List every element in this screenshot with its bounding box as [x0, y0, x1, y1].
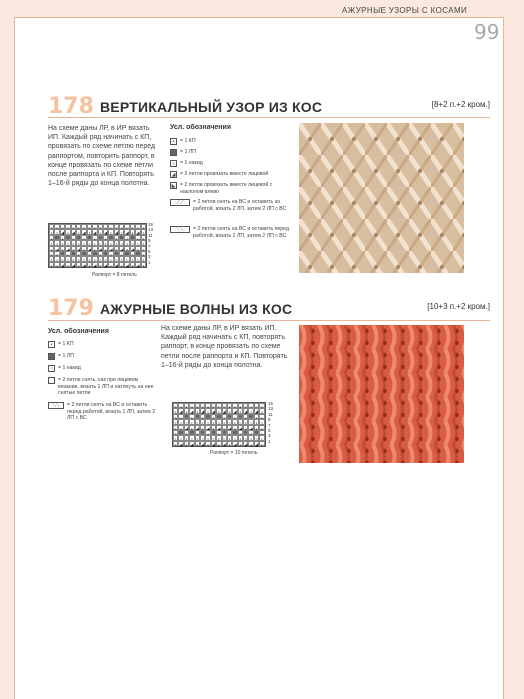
chart-cell: ◢	[190, 441, 194, 447]
chart-cell: •	[142, 251, 145, 257]
chart-cell: •	[245, 414, 247, 420]
chart-cell: •	[67, 262, 69, 268]
chart-cell: ○	[201, 436, 204, 442]
chart-cell: •	[245, 425, 247, 431]
pattern-178-row-numbers: 15 13 11 9 7 5 3 1	[148, 222, 154, 265]
chart-cell: ◢	[238, 425, 242, 431]
chart-cell: •	[104, 235, 107, 241]
chart-cell: •	[174, 436, 177, 442]
chart-cell: •	[261, 409, 263, 415]
chart-cell: ○	[201, 404, 204, 409]
chart-cell: ◢	[179, 441, 183, 447]
chart-cell: •	[228, 441, 231, 447]
chart-cell: ○	[244, 404, 247, 409]
chart-cell: •	[121, 225, 123, 230]
chart-cell: •	[88, 257, 91, 263]
chart-cell: •	[50, 257, 53, 263]
chart-cell: •	[255, 425, 258, 431]
chart-cell: •	[207, 430, 209, 436]
chart-cell: •	[212, 414, 215, 420]
chart-cell: •	[196, 430, 198, 436]
chart-cell: •	[239, 430, 242, 436]
cable-front-symbol-icon: ⟍⟍	[170, 226, 190, 233]
chart-cell: •	[196, 409, 198, 415]
chart-cell: •	[110, 225, 112, 230]
chart-cell: •	[212, 420, 215, 426]
chart-cell: •	[174, 409, 177, 415]
chart-cell: ◢	[244, 409, 248, 415]
chart-cell: ◢	[244, 441, 248, 447]
chart-cell: ◢	[82, 262, 86, 268]
chart-cell: •	[185, 409, 188, 415]
chart-cell: •	[50, 262, 53, 268]
pattern-179-chart-repeat: Раппорт = 10 петель	[210, 450, 258, 456]
chart-cell: •	[61, 246, 64, 252]
chart-cell: ◢	[71, 262, 75, 268]
cable-lace-photo	[299, 123, 464, 273]
chart-cell: ○	[190, 404, 194, 409]
pattern-178-legend-cable-back: ⟋⟋ = 2 петли снять на ВС и оставить за работой, вязать 2 ЛП, затем 2 ЛП с ВС	[170, 199, 298, 212]
chart-cell: •	[137, 235, 139, 241]
chart-cell: ○	[212, 436, 215, 442]
chart-cell: •	[131, 230, 134, 236]
chart-cell: ○	[61, 225, 64, 230]
chart-cell: •	[137, 246, 139, 252]
chart-cell: •	[261, 425, 263, 431]
chart-cell: •	[185, 436, 188, 442]
chart-cell: •	[56, 230, 58, 236]
chart-cell: ◢	[71, 230, 75, 236]
pattern-178-photo	[299, 123, 464, 273]
chart-cell: ○	[233, 436, 237, 442]
ssk-symbol-icon: ◣	[171, 183, 176, 189]
chart-cell: •	[250, 409, 252, 415]
chart-cell: ◢	[136, 230, 140, 236]
chart-cell: ○	[239, 420, 242, 426]
chart-cell: •	[115, 235, 118, 241]
chart-cell: ◢	[82, 230, 86, 236]
chart-cell: •	[250, 436, 252, 442]
chart-cell: ○	[55, 241, 59, 247]
chart-cell: ◢	[55, 246, 59, 252]
chart-cell: •	[72, 246, 74, 252]
pattern-178-number: 178	[48, 94, 94, 119]
chart-cell: •	[180, 420, 182, 426]
chart-cell: ◢	[114, 230, 118, 236]
chart-cell: •	[261, 414, 263, 420]
chart-cell: •	[174, 430, 177, 436]
chart-cell: ○	[88, 241, 91, 247]
pattern-179-chart	[172, 402, 266, 447]
chart-cell: •	[131, 262, 134, 268]
chart-cell: •	[239, 436, 242, 442]
chart-cell: ○	[190, 436, 194, 442]
chart-cell: •	[131, 225, 134, 230]
chart-cell: •	[50, 251, 53, 257]
chart-cell: •	[191, 425, 193, 431]
chart-cell: ○	[255, 436, 258, 442]
chart-cell: •	[261, 430, 263, 436]
chart-cell: •	[250, 441, 252, 447]
pattern-179-legend-purl: = 1 ЛП	[48, 353, 156, 360]
chart-cell: •	[72, 241, 74, 247]
chart-cell: ◢	[211, 409, 215, 415]
chart-cell: •	[115, 246, 118, 252]
chart-cell: •	[121, 262, 123, 268]
pattern-179-photo	[299, 325, 464, 463]
chart-cell: ◢	[93, 262, 97, 268]
chart-cell: •	[88, 225, 91, 230]
chart-cell: ◢	[217, 425, 221, 431]
chart-cell: •	[191, 414, 193, 420]
pattern-178-legend-k2tog: ◢ = 2 петли провязать вместе лицевой	[171, 171, 269, 178]
chart-cell: ○	[77, 241, 80, 247]
chart-cell: ○	[223, 436, 226, 442]
pattern-179-legend-title: Усл. обозначения	[48, 328, 109, 335]
chart-cell: ○	[82, 225, 86, 230]
chart-cell: •	[142, 262, 145, 268]
chart-cell: •	[228, 436, 231, 442]
chart-cell: •	[77, 257, 80, 263]
chart-cell: ◢	[60, 262, 65, 268]
chart-cell: ◢	[98, 246, 102, 252]
chart-cell: ◢	[228, 425, 232, 431]
chart-cell: ◢	[222, 409, 226, 415]
chart-cell: •	[67, 230, 69, 236]
chart-cell: •	[121, 230, 123, 236]
chart-cell: •	[239, 404, 242, 409]
chart-cell: •	[142, 235, 145, 241]
chart-cell: ◢	[114, 262, 118, 268]
chart-cell: •	[50, 230, 53, 236]
chart-cell: •	[201, 420, 204, 426]
chart-cell: ○	[104, 257, 107, 263]
chart-cell: •	[126, 235, 128, 241]
chart-cell: ○	[233, 404, 237, 409]
chart-cell: ○	[115, 257, 118, 263]
chart-cell: ◢	[211, 441, 215, 447]
chart-cell: •	[61, 235, 64, 241]
chart-cell: •	[180, 414, 182, 420]
chart-cell: •	[239, 409, 242, 415]
chart-cell: •	[121, 251, 123, 257]
chart-cell: ○	[244, 436, 247, 442]
chart-cell: •	[99, 230, 101, 236]
chart-cell: •	[174, 414, 177, 420]
chart-cell: ◢	[249, 425, 253, 431]
pattern-179-legend-cable: ⟍⟍ = 2 петли снять на ВС и оставить перед работой, вязать 1 ЛП, затем 2 ЛП с ВС	[48, 402, 156, 422]
chart-cell: •	[191, 420, 193, 426]
pattern-179-legend-pass-over: ⌒ = 2 петли снять, как при лицевом вязании, вязать 1 ЛП и натянуть на нее снятые петли	[49, 377, 154, 397]
chart-cell: •	[228, 409, 231, 415]
chart-cell: •	[131, 251, 134, 257]
pattern-178-chart	[48, 223, 147, 268]
pattern-179-number: 179	[48, 296, 94, 321]
chart-cell: •	[94, 246, 96, 252]
chart-cell: •	[261, 420, 263, 426]
chart-cell: ◢	[125, 230, 129, 236]
chart-cell: •	[50, 235, 53, 241]
chart-cell: •	[218, 404, 220, 409]
chart-cell: ○	[255, 404, 258, 409]
chart-cell: ○	[125, 257, 129, 263]
chart-cell: ○	[72, 225, 75, 230]
chart-cell: ◢	[93, 230, 97, 236]
chart-cell: •	[185, 430, 188, 436]
chart-cell: •	[50, 241, 53, 247]
chart-cell: •	[67, 225, 69, 230]
chart-cell: ◢	[60, 230, 65, 236]
pattern-178-description: На схеме даны ЛР, в ИР вязать ИП. Каждый ряд начинать с КП, провязать по схеме петлю перед раппортом, повторить раппорт, в конце провязать по схеме петли после раппорта и КП. Повторять 1–16-й ряды до конца полотна.	[48, 125, 156, 188]
chart-cell: •	[99, 251, 101, 257]
pattern-178-legend-ssk: ◣ = 2 петли провязать вместе лицевой с наклоном влево	[171, 182, 273, 195]
pattern-179-repeat: [10+3 п.+2 кром.]	[427, 302, 490, 311]
chart-cell: •	[201, 425, 204, 431]
chart-cell: ◢	[136, 262, 140, 268]
chart-cell: ○	[136, 225, 140, 230]
chart-cell: ◢	[201, 409, 205, 415]
chart-cell: •	[250, 404, 252, 409]
pattern-178-repeat: [8+2 п.+2 кром.]	[431, 100, 490, 109]
chart-cell: •	[261, 436, 263, 442]
chart-cell: ○	[99, 241, 102, 247]
chart-cell: ○	[212, 404, 215, 409]
chart-cell: ○	[223, 404, 226, 409]
chart-cell: ○	[136, 257, 140, 263]
chart-cell: •	[50, 225, 53, 230]
yarn-over-symbol-icon: ○	[171, 161, 176, 167]
chart-cell: •	[218, 441, 220, 447]
chart-cell: •	[56, 257, 58, 263]
chart-cell: ◢	[87, 246, 91, 252]
chart-cell: •	[218, 409, 220, 415]
chart-cell: •	[228, 430, 231, 436]
pass-over-symbol-icon: ⌒	[49, 378, 55, 384]
chart-cell: •	[212, 425, 215, 431]
chart-cell: ○	[61, 257, 64, 263]
chart-cell: •	[110, 251, 112, 257]
chart-cell: •	[142, 241, 145, 247]
chart-cell: •	[83, 235, 85, 241]
chart-cell: ○	[82, 257, 86, 263]
chart-cell: •	[185, 441, 188, 447]
pattern-179-title: АЖУРНЫЕ ВОЛНЫ ИЗ КОС	[100, 301, 293, 317]
knit-symbol-icon: •	[170, 138, 177, 145]
chart-cell: •	[110, 257, 112, 263]
chart-cell: •	[67, 251, 69, 257]
pattern-178-header	[48, 94, 490, 118]
chart-cell: •	[77, 230, 80, 236]
chart-cell: •	[142, 225, 145, 230]
pattern-178-rule	[48, 117, 490, 118]
chart-cell: •	[234, 414, 236, 420]
chart-cell: •	[180, 425, 182, 431]
chart-cell: •	[207, 441, 209, 447]
pattern-178-title: ВЕРТИКАЛЬНЫЙ УЗОР ИЗ КОС	[100, 99, 323, 115]
pattern-179-legend-yo: ○ = 1 накид	[49, 365, 81, 372]
chart-cell: •	[142, 257, 145, 263]
chart-cell: •	[250, 430, 252, 436]
chart-cell: •	[174, 441, 177, 447]
pattern-178-legend-cable-front: ⟍⟍ = 2 петли снять на ВС и оставить перед работой, вязать 2 ЛП, затем 2 ЛП с ВС	[170, 226, 298, 239]
chart-cell: •	[174, 420, 177, 426]
chart-cell: •	[207, 404, 209, 409]
chart-cell: ◢	[222, 441, 226, 447]
lace-waves-photo	[299, 325, 464, 463]
chart-cell: •	[207, 436, 209, 442]
chart-cell: •	[121, 257, 123, 263]
chart-cell: •	[104, 241, 107, 247]
chart-cell: •	[88, 262, 91, 268]
chart-cell: •	[67, 257, 69, 263]
chart-cell: •	[255, 414, 258, 420]
chart-cell: ◢	[255, 441, 259, 447]
chart-cell: ◢	[109, 246, 113, 252]
purl-symbol-icon	[48, 353, 55, 360]
pattern-179-legend-knit: • = 1 КП	[48, 341, 156, 348]
pattern-178-legend-title: Усл. обозначения	[170, 124, 231, 131]
chart-cell: ○	[196, 420, 199, 426]
chart-cell: •	[61, 241, 64, 247]
chart-cell: •	[126, 246, 128, 252]
pattern-178-chart-repeat: Раппорт = 8 петель	[92, 272, 137, 278]
page-number: 99	[474, 20, 500, 44]
chart-cell: •	[56, 262, 58, 268]
chart-cell: •	[196, 436, 198, 442]
chart-cell: •	[115, 241, 118, 247]
cable-back-symbol-icon: ⟋⟋	[170, 199, 190, 206]
chart-cell: •	[88, 230, 91, 236]
chart-cell: •	[77, 262, 80, 268]
chart-cell: •	[234, 420, 236, 426]
chart-cell: •	[83, 246, 85, 252]
chart-cell: ◢	[195, 425, 199, 431]
chart-cell: ◢	[233, 409, 237, 415]
chart-cell: •	[56, 225, 58, 230]
chart-cell: ○	[120, 241, 123, 247]
k2tog-symbol-icon: ◢	[171, 172, 176, 178]
chart-cell: •	[261, 404, 263, 409]
chart-cell: ◢	[201, 441, 205, 447]
chart-cell: ◢	[206, 425, 210, 431]
chart-cell: •	[223, 425, 225, 431]
chart-cell: ○	[206, 420, 210, 426]
chart-cell: ○	[115, 225, 118, 230]
chart-cell: ◢	[125, 262, 129, 268]
chart-cell: ◢	[120, 246, 124, 252]
chart-cell: ◢	[104, 230, 108, 236]
purl-symbol-icon	[170, 149, 177, 156]
chart-cell: •	[223, 420, 225, 426]
chart-cell: •	[131, 257, 134, 263]
chart-cell: •	[239, 441, 242, 447]
chart-cell: ○	[109, 241, 113, 247]
chart-cell: •	[245, 420, 247, 426]
chart-cell: •	[77, 225, 80, 230]
yarn-over-symbol-icon: ○	[49, 366, 54, 372]
chart-cell: ◢	[179, 409, 183, 415]
running-header: АЖУРНЫЕ УЗОРЫ С КОСАМИ	[336, 6, 492, 18]
chart-cell: ○	[93, 225, 97, 230]
pattern-178-legend-yo: ○ = 1 накид	[171, 160, 203, 167]
chart-cell: •	[218, 436, 220, 442]
pattern-179-description: На схеме даны ЛР, в ИР вязать ИП. Каждый ряд начинать с КП, повторять раппорт, в конце провязать по схеме петли после раппорта и КП. Повторять 1–16-й ряды до конца полотна.	[161, 325, 288, 369]
chart-cell: •	[223, 414, 225, 420]
chart-cell: •	[234, 425, 236, 431]
chart-cell: ○	[179, 436, 183, 442]
chart-cell: ◢	[66, 246, 70, 252]
chart-cell: ○	[228, 420, 231, 426]
pattern-179-row-numbers: 15 13 11 9 7 5 3 1	[268, 401, 274, 444]
chart-cell: •	[77, 251, 80, 257]
chart-cell: •	[142, 230, 145, 236]
pattern-179-header	[48, 296, 490, 320]
chart-cell: •	[218, 430, 220, 436]
chart-cell: ◢	[131, 246, 135, 252]
chart-cell: ◢	[190, 409, 194, 415]
chart-cell: •	[94, 241, 96, 247]
chart-cell: •	[110, 230, 112, 236]
chart-cell: •	[56, 251, 58, 257]
chart-cell: •	[99, 225, 101, 230]
chart-cell: ◢	[77, 246, 81, 252]
chart-cell: •	[83, 241, 85, 247]
chart-cell: ○	[217, 420, 221, 426]
cable-symbol-icon: ⟍⟍	[48, 402, 64, 409]
chart-cell: ○	[104, 225, 107, 230]
chart-cell: •	[99, 257, 101, 263]
chart-cell: •	[228, 404, 231, 409]
chart-cell: ○	[185, 420, 188, 426]
chart-cell: ◢	[104, 262, 108, 268]
chart-cell: ◢	[255, 409, 259, 415]
chart-cell: •	[72, 235, 74, 241]
chart-cell: •	[201, 414, 204, 420]
chart-cell: •	[88, 251, 91, 257]
pattern-179-rule	[48, 320, 490, 321]
chart-cell: •	[207, 409, 209, 415]
chart-cell: ○	[72, 257, 75, 263]
chart-cell: •	[110, 262, 112, 268]
chart-cell: ○	[179, 404, 183, 409]
chart-cell: •	[196, 441, 198, 447]
knit-symbol-icon: •	[48, 341, 55, 348]
chart-cell: ○	[249, 420, 253, 426]
chart-cell: ○	[66, 241, 70, 247]
chart-cell: •	[99, 262, 101, 268]
chart-cell: ◢	[233, 441, 237, 447]
pattern-178-legend-purl: = 1 ЛП	[170, 149, 288, 156]
pattern-178-legend-knit: • = 1 КП	[170, 138, 288, 145]
chart-cell: •	[137, 241, 139, 247]
chart-cell: •	[174, 404, 177, 409]
chart-cell: •	[196, 404, 198, 409]
chart-cell: ◢	[184, 425, 189, 431]
chart-cell: •	[255, 420, 258, 426]
chart-cell: •	[174, 425, 177, 431]
chart-cell: •	[126, 241, 128, 247]
chart-cell: ○	[125, 225, 129, 230]
chart-cell: •	[94, 235, 96, 241]
chart-cell: •	[261, 441, 263, 447]
chart-cell: •	[185, 404, 188, 409]
chart-cell: ○	[93, 257, 97, 263]
chart-cell: •	[142, 246, 145, 252]
chart-cell: •	[104, 246, 107, 252]
chart-cell: •	[50, 246, 53, 252]
chart-cell: ○	[131, 241, 134, 247]
